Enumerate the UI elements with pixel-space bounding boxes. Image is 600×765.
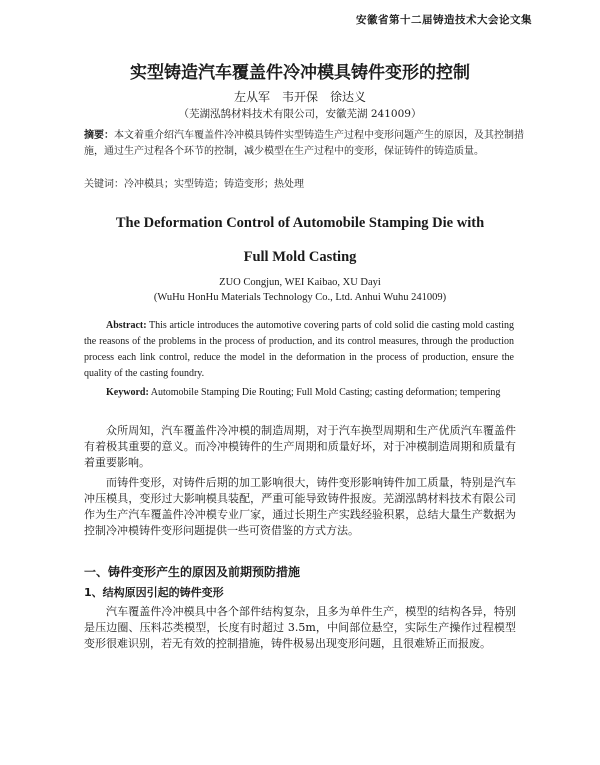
body-paragraph-3: 汽车覆盖件冷冲模具中各个部件结构复杂，且多为单件生产，模型的结构各异，特别是压边圈、压料芯类模型，长度有时超过 3.5m，中间部位悬空，实际生产操作过程模型变形很难识别，若无有效的控制措施，铸件极易出现变形问题，且很难矫正而报废。 — [84, 605, 516, 650]
chinese-affiliation: （芜湖泓鹄材料技术有限公司，安徽芜湖 241009） — [178, 108, 422, 120]
english-abstract — [84, 318, 514, 382]
english-abstract-text: This article introduces the automotive covering parts of cold solid die casting mold casting the reasons of the problems in the process of production, and its control measures, through the production process each link control, reduce the model in the deformation in the process of production, ensure the quality of the casting foundry. — [84, 320, 514, 379]
chinese-abstract-text: 本文着重介绍汽车覆盖件冷冲模具铸件实型铸造生产过程中变形问题产生的原因，及其控制措施，通过生产过程各个环节的控制，减少模型在生产过程中的变形，保证铸件的铸造质量。 — [84, 130, 524, 157]
chinese-abstract-label: 摘要： — [84, 130, 114, 141]
section-heading-1: 一、铸件变形产生的原因及前期预防措施 — [84, 565, 301, 579]
chinese-abstract — [84, 128, 524, 160]
english-title — [0, 206, 600, 274]
english-title-line2: Full Mold Casting — [243, 249, 357, 265]
english-authors: ZUO Congjun, WEI Kaibao, XU Dayi — [219, 277, 381, 288]
body-paragraph-1: 众所周知，汽车覆盖件冷冲模的制造周期，对于汽车换型周期和生产优质汽车覆盖件有着极其重要的意义。而冷冲模铸件的生产周期和质量好坏，对于冲模制造周期和质量有着重要影响。 — [84, 424, 516, 469]
english-affiliation: (WuHu HonHu Materials Technology Co., Ltd. Anhui Wuhu 241009) — [153, 292, 447, 303]
subsection-heading-1: 1、结构原因引起的铸件变形 — [84, 586, 224, 599]
running-header: 安徽省第十二届铸造技术大会论文集 — [356, 14, 532, 26]
chinese-title: 实型铸造汽车覆盖件冷冲模具铸件变形的控制 — [130, 63, 470, 83]
english-keywords-label: Keyword: — [106, 387, 149, 398]
chinese-keywords — [84, 177, 524, 193]
body-paragraph-2: 而铸件变形，对铸件后期的加工影响很大，铸件变形影响铸件加工质量，特别是汽车冲压模具，变形过大影响模具装配，严重可能导致铸件报废。芜湖泓鹄材料技术有限公司作为生产汽车覆盖件冷冲模专业厂家，通过长期生产实践经验积累，总结大量生产数据为控制冷冲模铸件变形问题提供一些可资借鉴的方式方法。 — [84, 476, 516, 537]
chinese-authors: 左从军 韦开保 徐达义 — [233, 90, 366, 104]
english-keywords — [84, 384, 514, 402]
english-title-line1: The Deformation Control of Automobile Stamping Die with — [115, 215, 485, 231]
english-abstract-label: Abstract: — [106, 320, 147, 331]
chinese-keywords-text: 冷冲模具；实型铸造；铸造变形；热处理 — [124, 179, 304, 190]
english-keywords-text: Automobile Stamping Die Routing; Full Mold Casting; casting deformation; tempering — [148, 387, 501, 398]
chinese-keywords-label: 关键词： — [84, 179, 124, 190]
